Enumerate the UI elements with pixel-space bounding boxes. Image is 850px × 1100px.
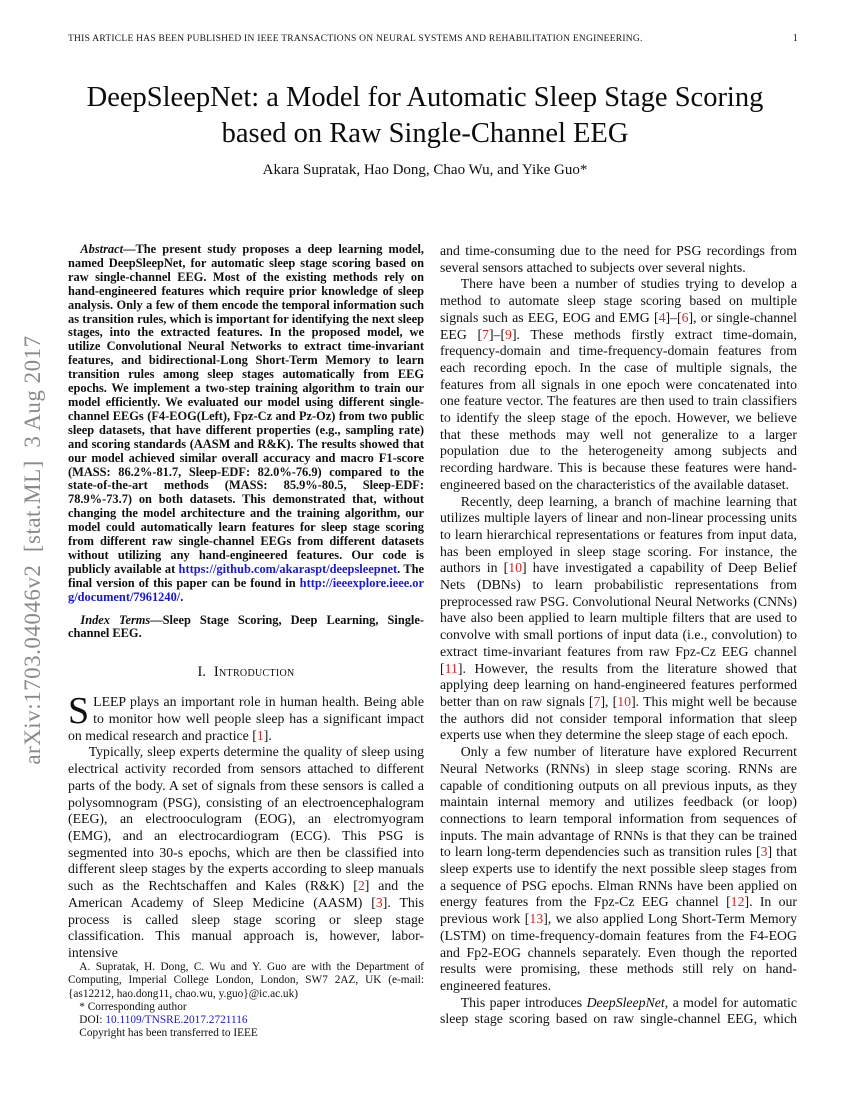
text-run: ]. This might well be because the authors did not consider temporal information that sleep experts use when they determine the sleep stage of each epoch.: [440, 693, 798, 743]
running-head-text: THIS ARTICLE HAS BEEN PUBLISHED IN IEEE TRANSACTIONS ON NEURAL SYSTEMS AND REHABILITATION ENGINEERING.: [68, 34, 643, 44]
section-heading-introduction: [68, 664, 424, 681]
citation-number[interactable]: 13: [529, 911, 544, 927]
footnote-doi: [68, 1014, 424, 1027]
body-paragraph: [440, 494, 797, 745]
intro-paragraph-2: [68, 744, 424, 961]
text-run: There have been a number of studies trying to develop a method to automate sleep stage scoring based on multiple signals such as EEG, EOG and EMG [: [440, 276, 797, 325]
footnote-corresponding-author: * Corresponding author: [79, 1000, 187, 1013]
index-terms-paragraph: [68, 614, 424, 642]
text-run: Typically, sleep experts determine the quality of sleep using electrical activity recorded from sensors attached to different parts of the body. A set of signals from these sensors is called a polysomnogram (PSG), consisting of an electroencephalogram (EEG), an electrooculogram (EOG), an electromyogram (EMG), and an electrocardiogram (ECG). This PSG is segmented into 30-s epochs, which are then be classified into different sleep stages by the experts according to sleep manuals such as the Rechtschaffen and Kales (R&K) [: [68, 744, 424, 894]
text-run: ] and the American Academy of Sleep Medicine (AASM) [: [68, 878, 424, 910]
citation-number[interactable]: 10: [508, 560, 522, 576]
citation-number[interactable]: 1: [256, 727, 264, 743]
text-run: . The final version of this paper can be found in: [68, 561, 424, 590]
text-run: ].: [263, 727, 272, 743]
citation-number[interactable]: 7: [593, 693, 601, 709]
citation-number[interactable]: 6: [681, 309, 689, 325]
citation-number[interactable]: 4: [658, 309, 666, 325]
text-run: ], we also applied Long Short-Term Memory (LSTM) on time-frequency-domain features from the F4-EOG and Fp2-EOG channels separately. Even though the reported results were promising, these methods still rely on hand-engineered features.: [440, 911, 797, 993]
text-run: and time-consuming due to the need for PSG recordings from several sensors attached to subjects over several nights.: [440, 243, 797, 275]
author-line: Akara Supratak, Hao Dong, Chao Wu, and Yike Guo*: [262, 162, 588, 178]
text-run: .: [180, 589, 184, 604]
text-run: Abstract: [80, 242, 124, 256]
body-paragraph: [440, 995, 797, 1028]
text-run: ]–[: [488, 326, 506, 342]
text-run: , a model for automatic sleep stage scoring based on raw single-channel EEG, which: [440, 994, 797, 1027]
first-page-footnote: [68, 961, 424, 1041]
hyperlink[interactable]: http://ieeexplore.ieee.org/document/7961240/: [68, 575, 424, 604]
section-title: Introduction: [213, 664, 295, 681]
section-number: I.: [197, 664, 206, 681]
text-run: ] that sleep experts use to identify the next possible sleep stages from a sequence of PSG epochs. Elman RNNs have been applied on energy features from the Fpz-Cz EEG channel [: [440, 844, 797, 910]
text-run: Recently, deep learning, a branch of machine learning that utilizes multiple layers of linear and non-linear processing units to learn hierarchical representations or features from input data, has been employed in sleep stage scoring. For instance, the authors in [: [440, 493, 797, 576]
drop-cap: S: [68, 690, 90, 733]
running-head: [68, 33, 798, 44]
abstract-paragraph: [68, 243, 424, 605]
left-column: [68, 243, 424, 962]
citation-number[interactable]: 3: [375, 894, 383, 910]
text-run: LEEP plays an important role in human health. Being able to monitor how well people sleep has a significant impact on medical research and practice [: [68, 694, 424, 743]
footnote-copyright: Copyright has been transferred to IEEE: [79, 1027, 258, 1040]
text-run: DeepSleepNet: [586, 994, 665, 1010]
citation-number[interactable]: 11: [444, 660, 458, 676]
paper-title: DeepSleepNet: a Model for Automatic Sleep Stage Scoring based on Raw Single-Channel EEG: [86, 82, 764, 149]
text-run: ], or single-channel EEG [: [440, 309, 797, 342]
text-run: This paper introduces: [460, 994, 587, 1010]
text-run: ], [: [600, 693, 618, 709]
hyperlink[interactable]: https://github.com/akaraspt/deepsleepnet: [178, 561, 398, 576]
text-run: DOI:: [79, 1014, 106, 1027]
hyperlink[interactable]: 10.1109/TNSRE.2017.2721116: [105, 1014, 248, 1027]
text-run: Only a few number of literature have explored Recurrent Neural Networks (RNNs) in sleep stage scoring. RNNs are capable of conditioning outputs on all previous inputs, as they maintain internal memory and utilizes feedback (or loop) connections to learn temporal information from sequences of inputs. The main advantage of RNNs is that they can be trained to learn long-term dependencies such as transition rules [: [440, 744, 797, 860]
text-run: —Sleep Stage Scoring, Deep Learning, Single-channel EEG.: [68, 612, 424, 641]
body-paragraph: [440, 744, 797, 995]
intro-paragraph-1-text: [68, 690, 424, 743]
arxiv-banner: arXiv:1703.04046v2 [stat.ML] 3 Aug 2017: [20, 335, 45, 765]
citation-number[interactable]: 7: [482, 326, 489, 342]
footnote-affiliation: A. Supratak, H. Dong, C. Wu and Y. Guo are with the Department of Computing, Imperial College London, London, SW7 2AZ, UK (e-mail: {as12212, hao.dong11, chao.wu, y.guo}@ic.ac.uk): [68, 961, 424, 1000]
text-run: ]. This process is called sleep stage scoring or sleep stage classification. This manual approach is, however, labor-intensive: [68, 894, 424, 960]
text-run: Index Terms: [80, 612, 151, 627]
text-run: ]. However, the results from the literature showed that applying deep learning on hand-engineered features performed better than on raw signals [: [440, 660, 797, 709]
text-run: ]–[: [665, 309, 682, 325]
right-column: [440, 243, 797, 1028]
text-run: ]. These methods firstly extract time-domain, frequency-domain and time-frequency-domain features from each recording epoch. In the case of multiple signals, the features from all signals in one epoch were concatenated into one feature vector. The features are then used to train classifiers to identify the sleep stage of the epoch. However, we believe that these methods may well not generalize to a larger population due to the heterogeneity among subjects and recording hardware. This is because these features were hand-engineered based on the characteristics of the available dataset.: [440, 326, 797, 492]
citation-number[interactable]: 2: [357, 878, 365, 894]
body-paragraph: [440, 243, 797, 276]
citation-number[interactable]: 3: [760, 844, 768, 860]
text-run: ] have investigated a capability of Deep Belief Nets (DBNs) to learn probabilistic representations from preprocessed raw PSG. Convolutional Neural Networks (CNNs) have also been applied to learn multiple filters that are used to convolve with small portions of input data (i.e., convolution) to extract time-invariant features from raw Fpz-Cz EEG channel [: [440, 560, 798, 676]
body-paragraph: [440, 276, 797, 493]
text-run: —The present study proposes a deep learning model, named DeepSleepNet, for automatic sleep stage scoring based on raw single-channel EEG. Most of the existing methods rely on hand-engineered features which require prior knowledge of sleep analysis. Only a few of them encode the temporal information such as transition rules, which is important for identifying the next sleep stages, into the extracted features. In the proposed model, we utilize Convolutional Neural Networks to extract time-invariant features, and bidirectional-Long Short-Term Memory to learn transition rules among sleep stages automatically from EEG epochs. We implement a two-step training algorithm to train our model efficiently. We evaluated our model using different single-channel EEGs (F4-EOG(Left), Fpz-Cz and Pz-Oz) from two public sleep datasets, that have different properties (e.g., sampling rate) and scoring standards (AASM and R&K). The results showed that our model achieved similar overall accuracy and macro F1-score (MASS: 86.2%-81.7, Sleep-EDF: 82.0%-76.9) compared to the state-of-the-art methods (MASS: 85.9%-80.5, Sleep-EDF: 78.9%-73.7) on both datasets. This demonstrated that, without changing the model architecture and the training algorithm, our model could automatically learn features for sleep stage scoring from different raw single-channel EEGs from different datasets without utilizing any hand-engineered features. Our code is publicly available at: [68, 242, 424, 576]
citation-number[interactable]: 12: [730, 894, 745, 910]
intro-paragraph-1: [68, 690, 424, 744]
page-number: 1: [792, 33, 798, 44]
text-run: ]. In our previous work [: [440, 894, 798, 927]
citation-number[interactable]: 10: [617, 693, 632, 709]
citation-number[interactable]: 9: [505, 326, 512, 342]
